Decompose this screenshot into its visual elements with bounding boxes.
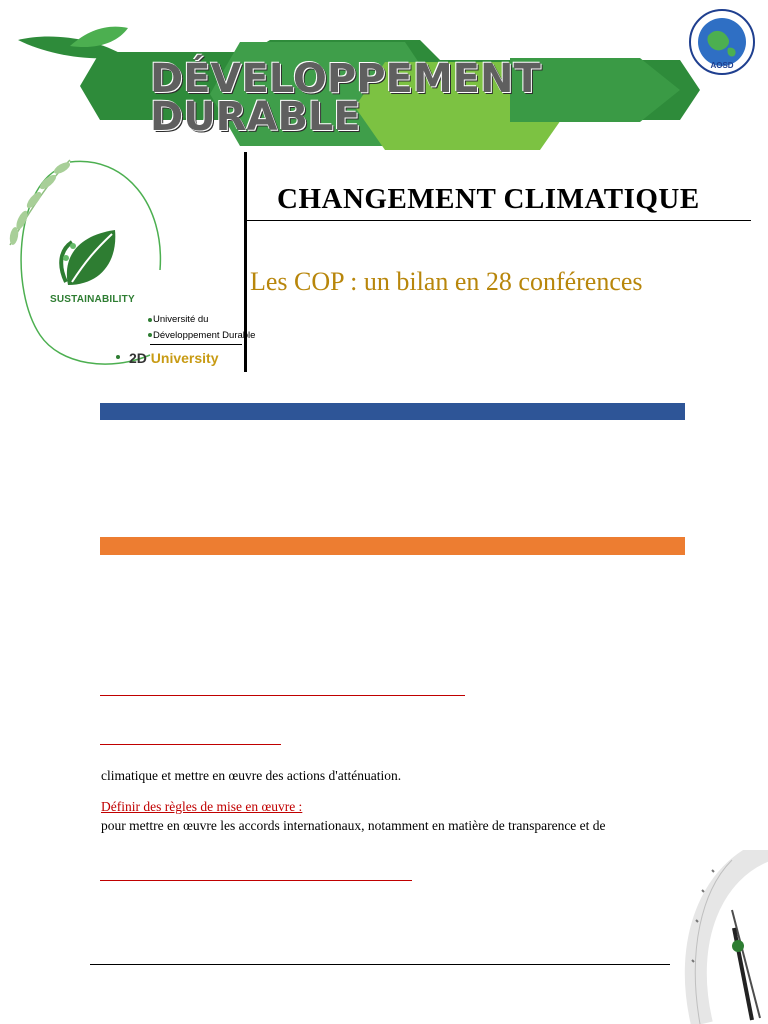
section-bar-blue — [100, 403, 685, 420]
brand-suffix: University — [146, 350, 219, 366]
body-line-accords: pour mettre en œuvre les accords internationaux, notamment en matière de transparence et de — [101, 818, 606, 833]
banner-title-line2: DURABLE — [150, 94, 361, 140]
body-line-climat: climatique et mettre en œuvre des actions d'atténuation. — [101, 768, 402, 783]
aosd-label: AOSD — [710, 61, 734, 70]
sustainability-logo — [0, 150, 245, 375]
red-underline — [100, 880, 412, 881]
title-underline — [247, 220, 751, 221]
brand-prefix: 2D — [129, 350, 147, 366]
bullet-dot — [148, 318, 152, 322]
define-rules-link[interactable]: Définir des règles de mise en œuvre : — [101, 799, 303, 814]
university-rule — [150, 344, 242, 345]
logo-wordmark: SUSTAINABILITY — [50, 294, 135, 305]
banner-title-line1: DÉVELOPPEMENT — [150, 56, 541, 102]
university-name-line1: Université du — [153, 314, 209, 325]
section-bar-orange — [100, 537, 685, 555]
aosd-emblem — [688, 8, 756, 76]
red-underline — [100, 744, 281, 745]
bullet-dot — [116, 355, 120, 359]
university-name-line2: Développement Durable — [153, 330, 256, 341]
bullet-dot — [148, 333, 152, 337]
page-title: CHANGEMENT CLIMATIQUE — [277, 183, 700, 215]
brand-2d-university — [129, 350, 219, 366]
red-underline — [100, 695, 465, 696]
footer-rule — [90, 964, 670, 965]
page-subtitle: Les COP : un bilan en 28 conférences — [250, 267, 643, 296]
corner-gauge-graphic — [672, 850, 768, 1024]
